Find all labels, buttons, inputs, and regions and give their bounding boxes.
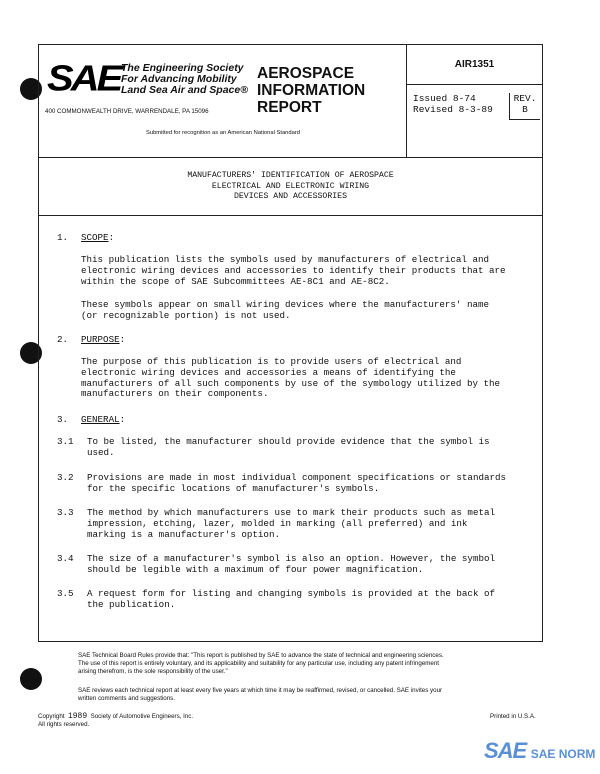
text-line: The method by which manufacturers use to mark their products such as metal bbox=[87, 507, 495, 518]
heading-colon: : bbox=[119, 414, 126, 425]
section-heading-general bbox=[81, 415, 125, 426]
footer-line: SAE reviews each technical report at least every five years at which time it may be reaffirmed, revised, or cancelled. SAE invites your bbox=[78, 687, 443, 694]
rights-reserved: All rights reserved. bbox=[38, 721, 90, 728]
sae-tagline bbox=[121, 63, 248, 96]
report-type-line: INFORMATION bbox=[257, 82, 366, 99]
heading-text: PURPOSE bbox=[81, 334, 120, 345]
heading-text: GENERAL bbox=[81, 414, 120, 425]
text-line: The purpose of this publication is to provide users of electrical and bbox=[81, 356, 462, 367]
tagline-line: For Advancing Mobility bbox=[121, 73, 237, 85]
watermark-text: SAE NORM bbox=[530, 747, 596, 761]
section-number: 2. bbox=[57, 334, 69, 345]
title-line: DEVICES AND ACCESSORIES bbox=[233, 192, 347, 201]
text-line: electronic wiring devices and accessories to identify their products that are bbox=[81, 264, 506, 276]
text-line: marking is a manufacturer's option. bbox=[87, 528, 280, 540]
text-line: A request form for listing and changing symbols is provided at the back of bbox=[87, 588, 495, 599]
binder-hole-bottom bbox=[20, 668, 42, 690]
text-line: used. bbox=[87, 446, 115, 458]
copyright-holder: Society of Automotive Engineers, Inc. bbox=[90, 713, 194, 720]
general-item-3-2 bbox=[87, 473, 506, 495]
purpose-paragraph bbox=[81, 357, 500, 400]
text-line: impression, etching, lazer, molded in marking (all preferred) and ink bbox=[87, 517, 468, 529]
section-number: 1. bbox=[57, 232, 69, 243]
report-type-line: REPORT bbox=[257, 99, 322, 116]
text-line: manufacturers of all such components by use of the symbology utilized by the bbox=[81, 377, 501, 389]
review-notice bbox=[78, 687, 442, 703]
item-number: 3.4 bbox=[57, 553, 74, 564]
scope-paragraph-2 bbox=[81, 300, 489, 322]
section-heading-scope bbox=[81, 233, 114, 244]
general-item-3-4 bbox=[87, 554, 495, 576]
issued-date: Issued 8-74 bbox=[413, 93, 476, 104]
revision-box bbox=[509, 93, 540, 120]
report-type-title bbox=[257, 65, 365, 116]
text-line: the publication. bbox=[87, 598, 176, 610]
footer-line: arising therefrom, is the sole responsibility of the user." bbox=[78, 668, 228, 675]
text-line: These symbols appear on small wiring devices where the manufacturers' name bbox=[81, 299, 489, 310]
heading-colon: : bbox=[119, 334, 126, 345]
text-line: The size of a manufacturer's symbol is also an option. However, the symbol bbox=[87, 553, 495, 564]
item-number: 3.3 bbox=[57, 507, 74, 518]
copyright bbox=[38, 713, 193, 729]
revision-label: REV. bbox=[513, 93, 537, 104]
section-heading-purpose bbox=[81, 335, 125, 346]
footer-line: written comments and suggestions. bbox=[78, 695, 175, 702]
title-line: ELECTRICAL AND ELECTRONIC WIRING bbox=[211, 181, 370, 191]
footer-line: SAE Technical Board Rules provide that: "This report is published by SAE to advance the state of technical and engineering sciences. bbox=[78, 652, 444, 659]
text-line: This publication lists the symbols used by manufacturers of electrical and bbox=[81, 254, 489, 265]
item-number: 3.1 bbox=[57, 436, 74, 447]
technical-board-rules bbox=[78, 652, 444, 676]
sae-norm-watermark bbox=[484, 738, 595, 764]
copyright-label: Copyright bbox=[38, 713, 65, 720]
text-line: To be listed, the manufacturer should provide evidence that the symbol is bbox=[87, 436, 490, 447]
text-line: (or recognizable portion) is not used. bbox=[81, 309, 291, 321]
general-item-3-3 bbox=[87, 508, 495, 540]
section-number: 3. bbox=[57, 414, 69, 425]
anr-note: Submitted for recognition as an American National Standard bbox=[145, 130, 301, 136]
report-type-line: AEROSPACE bbox=[257, 65, 355, 82]
sae-address: 400 COMMONWEALTH DRIVE, WARRENDALE, PA 15096 bbox=[45, 108, 209, 115]
report-header bbox=[39, 45, 542, 158]
title-divider bbox=[39, 215, 542, 216]
scope-paragraph-1 bbox=[81, 255, 506, 287]
footer-line: The use of this report is entirely voluntary, and its applicability and suitability for any particular use, including any patent infringement bbox=[78, 660, 440, 667]
tagline-line: Land Sea Air and Space® bbox=[121, 84, 248, 96]
text-line: manufacturers on their components. bbox=[81, 388, 269, 400]
revised-date: Revised 8-3-89 bbox=[413, 104, 493, 115]
report-frame bbox=[38, 44, 543, 642]
heading-colon: : bbox=[108, 232, 115, 243]
heading-text: SCOPE bbox=[81, 232, 109, 243]
document-number: AIR1351 bbox=[407, 45, 542, 85]
general-item-3-1 bbox=[87, 437, 489, 459]
printed-in: Printed in U.S.A. bbox=[490, 713, 536, 720]
document-title bbox=[39, 171, 542, 203]
text-line: Provisions are made in most individual component specifications or standards bbox=[87, 472, 507, 483]
title-line: MANUFACTURERS' IDENTIFICATION OF AEROSPACE bbox=[187, 171, 394, 180]
text-line: electronic wiring devices and accessories a means of identifying the bbox=[81, 366, 456, 378]
issue-dates bbox=[413, 93, 493, 115]
sae-logo: SAE bbox=[47, 59, 121, 99]
header-left-panel bbox=[39, 45, 407, 157]
text-line: within the scope of SAE Subcommittees AE-8C1 and AE-8C2. bbox=[81, 275, 390, 287]
tagline-line: The Engineering Society bbox=[121, 62, 244, 74]
text-line: should be legible with a maximum of four power magnification. bbox=[87, 563, 424, 575]
text-line: for the specific locations of manufacturer's symbols. bbox=[87, 482, 380, 494]
item-number: 3.2 bbox=[57, 472, 74, 483]
general-item-3-5 bbox=[87, 589, 495, 611]
revision-value: B bbox=[522, 104, 528, 115]
copyright-year: 1989 bbox=[67, 712, 88, 721]
item-number: 3.5 bbox=[57, 588, 74, 599]
watermark-logo: SAE bbox=[484, 738, 527, 763]
